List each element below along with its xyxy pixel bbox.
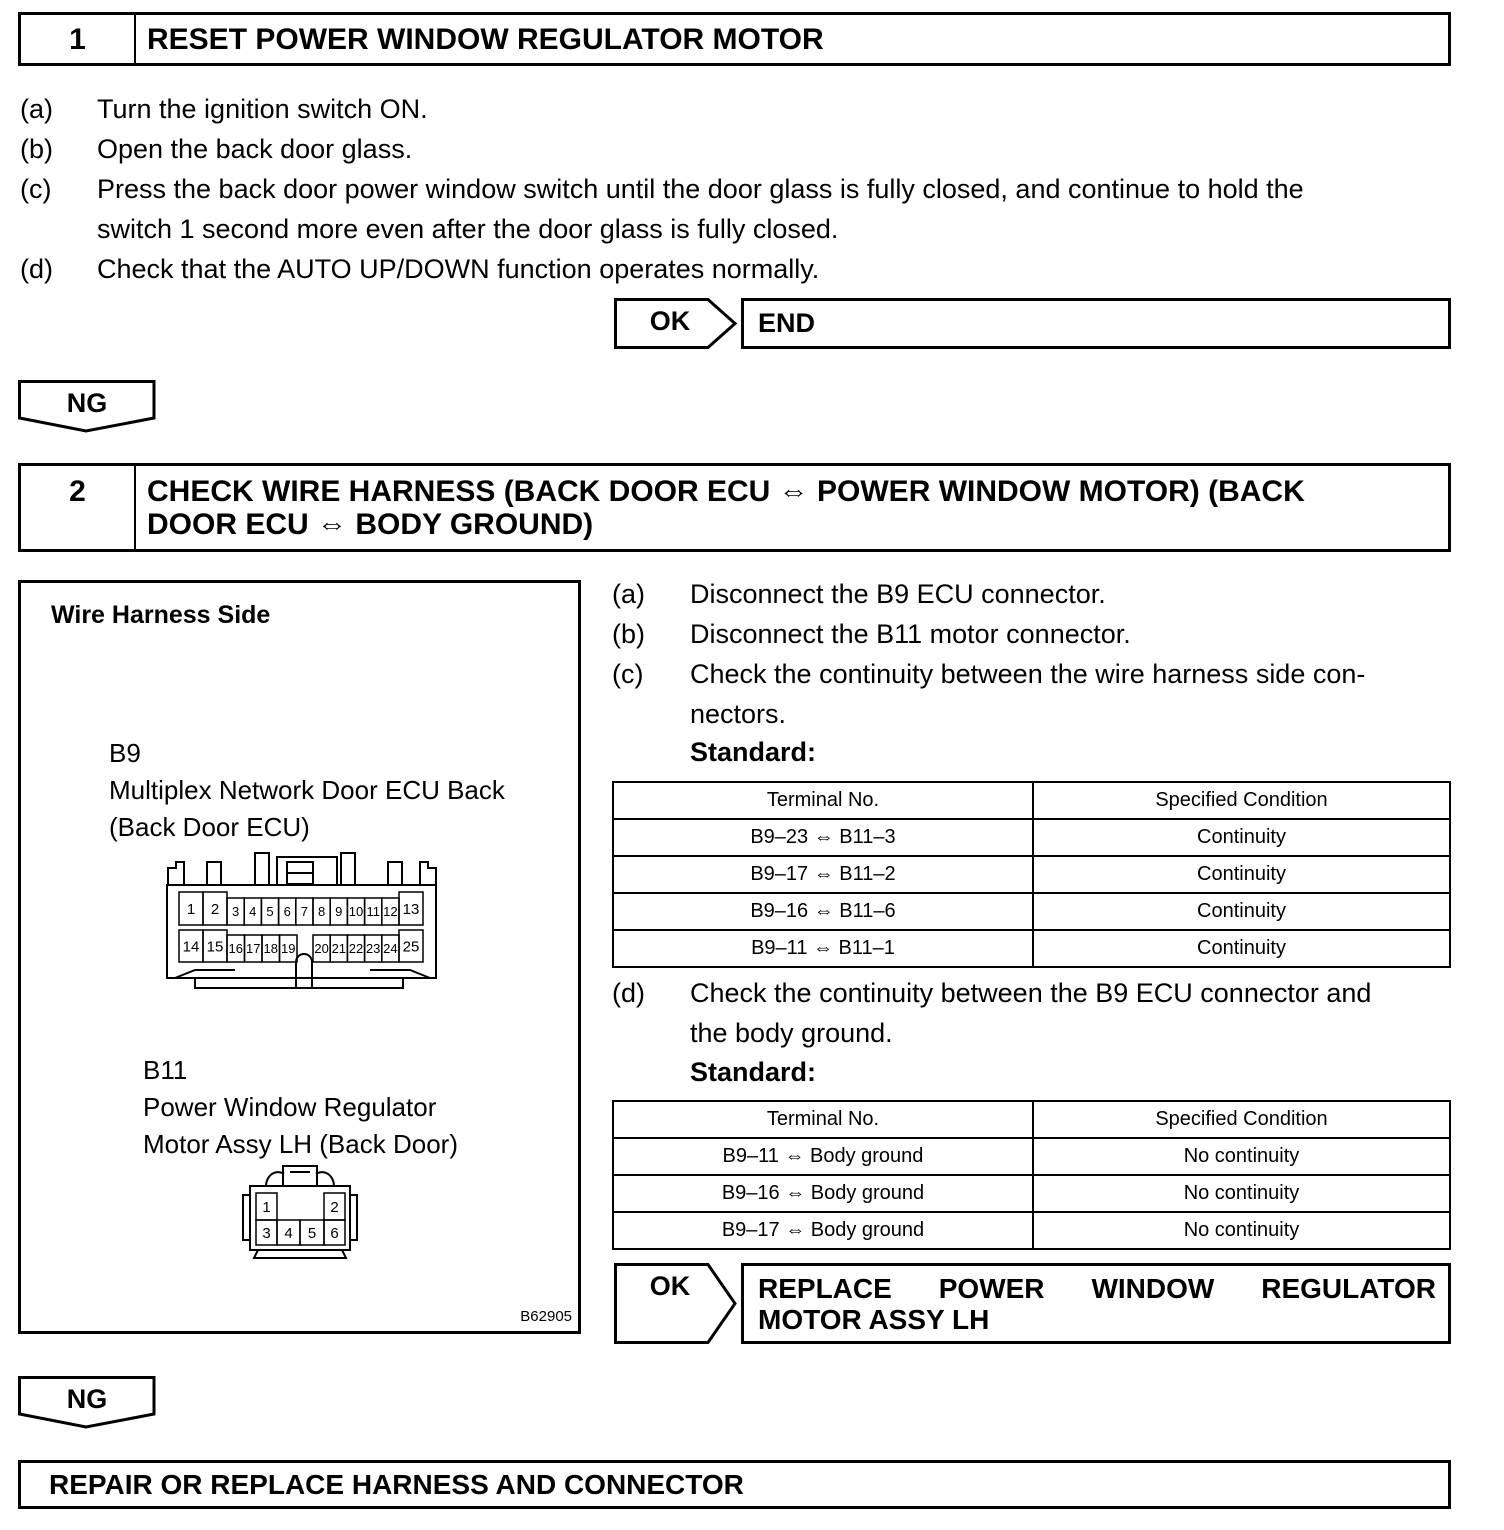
item-label: (c) [612,659,644,689]
item-text: Disconnect the B9 ECU connector. [690,579,1106,609]
table-row [613,1138,1450,1175]
connector-name: Multiplex Network Door ECU Back [109,775,505,805]
standard-label: Standard: [690,737,817,767]
b9-pin-grid [179,892,423,962]
connector-code: B11 [143,1055,188,1085]
pin-number: 6 [330,1224,339,1242]
terminal-cell: B9–16 ⇔ Body ground [613,1175,1033,1212]
pin-number: 5 [307,1224,317,1242]
item-label: (b) [612,619,645,649]
item-text: Disconnect the B11 motor connector. [690,619,1131,649]
item-text: Open the back door glass. [97,134,413,164]
condition-cell: No continuity [1033,1138,1450,1175]
table-header [613,1101,1450,1138]
table-row [613,819,1450,856]
result-text: MOTOR ASSY LH [758,1304,990,1335]
table-row [613,893,1450,930]
pin-number: 1 [262,1198,271,1216]
title-line: DOOR ECU ⇔ BODY GROUND) [147,508,594,541]
connector-code: B9 [109,738,141,768]
pin-number: 4 [284,1224,293,1242]
pin-number: 1 [186,900,196,918]
pin-number: 23 [365,941,381,957]
terminal-cell: B9–17 ⇔ Body ground [613,1212,1033,1249]
pin-number: 3 [231,904,240,920]
pin-number: 4 [249,904,257,920]
pin-number: 2 [330,1198,339,1216]
ok-button[interactable] [614,1263,738,1344]
ng-label: NG [66,388,108,418]
column-header: Specified Condition [1033,782,1450,819]
connector-name: Motor Assy LH (Back Door) [143,1129,458,1159]
column-header: Terminal No. [613,782,1033,819]
condition-cell: No continuity [1033,1175,1450,1212]
ng-label: NG [66,1384,108,1414]
pin-number: 13 [402,900,420,918]
pin-number: 21 [331,941,347,957]
standard-label: Standard: [690,1057,817,1087]
item-label: (d) [20,254,53,284]
connector-name: Power Window Regulator [143,1092,437,1122]
item-label: (a) [20,94,53,124]
table-row [613,1175,1450,1212]
pin-number: 6 [283,904,291,920]
pin-number: 12 [383,904,398,920]
pin-number: 10 [348,904,364,920]
table-row [613,1212,1450,1249]
pin-number: 7 [300,904,309,920]
condition-cell: No continuity [1033,1212,1450,1249]
pin-number: 16 [228,941,243,957]
item-text: switch 1 second more even after the door glass is fully closed. [97,214,839,244]
continuity-table [612,781,1451,968]
item-text: the body ground. [690,1018,893,1048]
pin-number: 18 [263,941,278,957]
result-text: REPLACE POWER WINDOW REGULATOR [758,1273,1436,1304]
title-line: CHECK WIRE HARNESS (BACK DOOR ECU ⇔ POWER WINDOW MOTOR) (BACK [147,475,1305,508]
pin-number: 22 [348,941,364,957]
pin-number: 5 [266,904,274,920]
final-action-box [18,1460,1451,1509]
item-label: (b) [20,134,53,164]
pin-number: 14 [182,938,200,956]
pin-number: 2 [210,900,220,918]
column-header: Terminal No. [613,1101,1033,1138]
terminal-cell: B9–17 ⇔ B11–2 [613,856,1033,893]
final-action-text: REPAIR OR REPLACE HARNESS AND CONNECTOR [49,1469,744,1500]
pin-number: 15 [206,938,224,956]
step-number: 2 [21,466,136,549]
item-text: Check the continuity between the wire harness side con- [690,659,1366,689]
pin-number: 3 [262,1224,271,1242]
pin-number: 20 [314,941,329,957]
terminal-cell: B9–23 ⇔ B11–3 [613,819,1033,856]
column-header: Specified Condition [1033,1101,1450,1138]
connector-name: (Back Door ECU) [109,812,310,842]
item-text: Check the continuity between the B9 ECU connector and [690,978,1372,1008]
ok-label: OK [649,1271,691,1301]
pin-number: 8 [317,904,326,920]
terminal-cell: B9–11 ⇔ Body ground [613,1138,1033,1175]
item-label: (c) [20,174,52,204]
table-header [613,782,1450,819]
item-label: (a) [612,579,645,609]
condition-cell: Continuity [1033,893,1450,930]
pin-number: 25 [402,938,420,956]
pin-number: 17 [246,941,261,957]
item-label: (d) [612,978,645,1008]
table-row [613,930,1450,967]
item-text: Press the back door power window switch until the door glass is fully closed, and continue to hold the [97,174,1304,204]
result-text: END [758,308,816,338]
ok-label: OK [649,306,691,336]
item-text: Turn the ignition switch ON. [97,94,428,124]
step-title: RESET POWER WINDOW REGULATOR MOTOR [147,23,824,56]
ng-button[interactable] [18,1376,156,1430]
terminal-cell: B9–11 ⇔ B11–1 [613,930,1033,967]
pin-number: 19 [281,941,296,957]
b11-pin-grid [256,1193,345,1245]
figure-id: B62905 [520,1308,572,1325]
item-text: nectors. [690,699,787,729]
pin-number: 24 [383,941,398,957]
table-row [613,856,1450,893]
condition-cell: Continuity [1033,930,1450,967]
diagram-heading: Wire Harness Side [51,601,271,629]
condition-cell: Continuity [1033,819,1450,856]
step-number: 1 [21,15,136,63]
item-text: Check that the AUTO UP/DOWN function operates normally. [97,254,820,284]
pin-number: 11 [366,904,380,920]
ground-continuity-table [612,1100,1451,1250]
result-replace-box [741,1263,1451,1344]
pin-number: 9 [335,904,343,920]
terminal-cell: B9–16 ⇔ B11–6 [613,893,1033,930]
b9-connector-icon [167,853,436,988]
condition-cell: Continuity [1033,856,1450,893]
